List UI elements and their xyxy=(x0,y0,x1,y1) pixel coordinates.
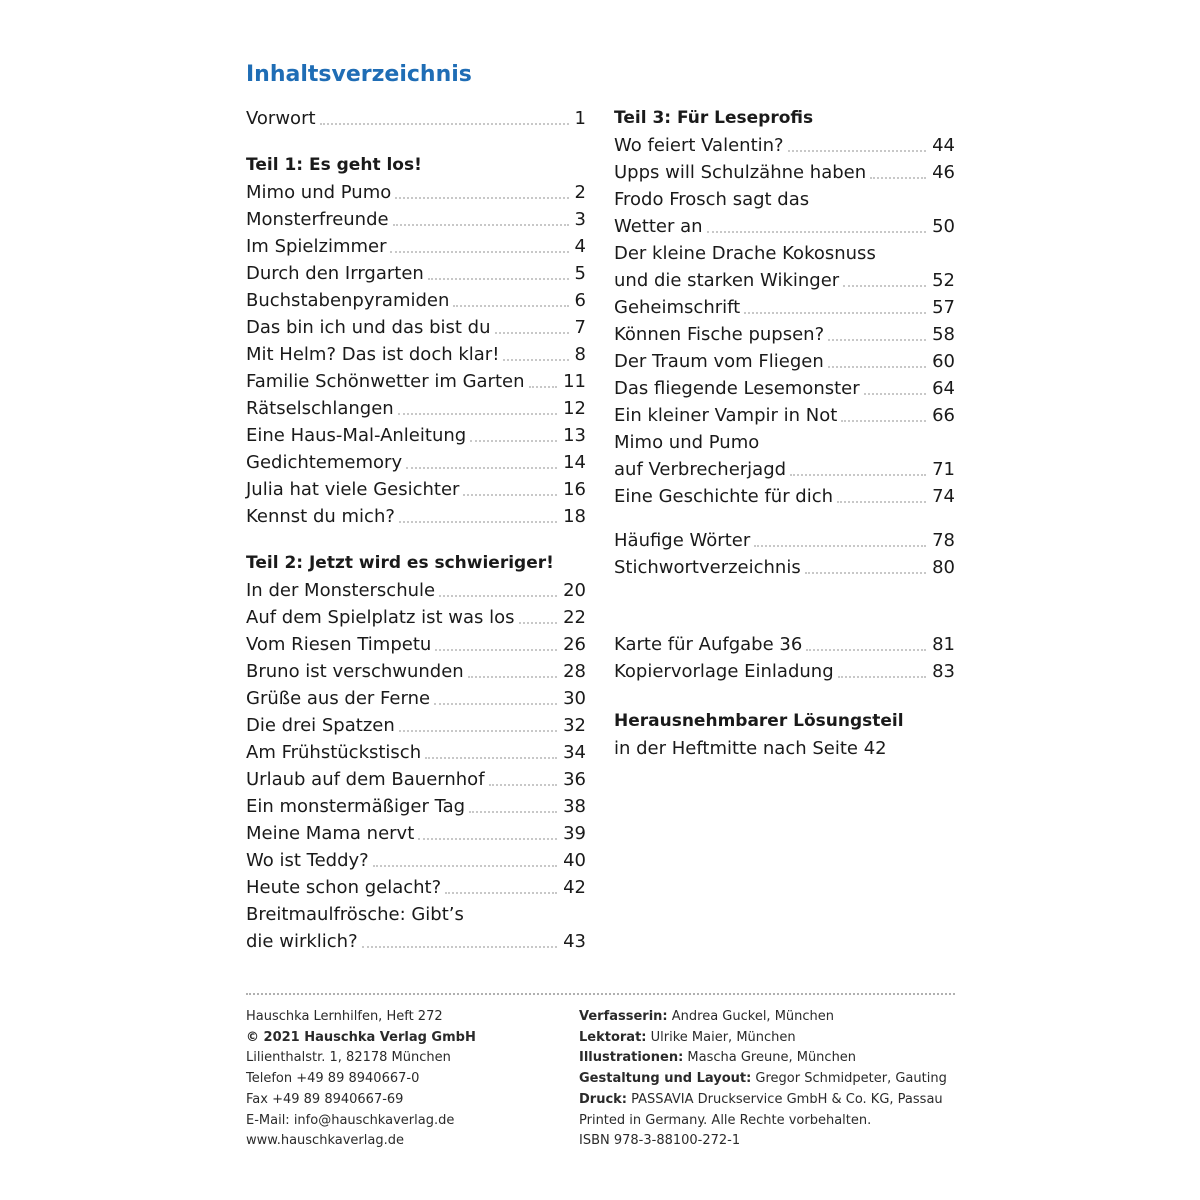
toc-entry[interactable] xyxy=(614,132,955,159)
imprint-line xyxy=(579,1131,959,1152)
dot-leader xyxy=(841,420,926,422)
toc-entry-title: Julia hat viele Gesichter xyxy=(246,479,460,500)
toc-entry-page: 26 xyxy=(563,634,586,655)
toc-entry[interactable] xyxy=(246,739,586,766)
toc-entry-page: 8 xyxy=(574,344,586,365)
toc-entry-page: 34 xyxy=(563,742,586,763)
toc-entry-title: Durch den Irrgarten xyxy=(246,263,424,284)
toc-entry-breitmaulfroesche[interactable] xyxy=(246,928,586,955)
toc-entry-page: 3 xyxy=(574,209,586,230)
toc-entry[interactable] xyxy=(614,658,955,685)
toc-entry-title: Gedichtememory xyxy=(246,452,403,473)
toc-list-appendix xyxy=(614,631,955,685)
dot-leader xyxy=(399,521,557,523)
toc-list-teil3-a xyxy=(614,132,955,186)
imprint-value: PASSAVIA Druckservice GmbH & Co. KG, Passau xyxy=(627,1091,943,1107)
dot-leader xyxy=(399,730,557,732)
dot-leader xyxy=(529,386,558,388)
toc-entry[interactable] xyxy=(246,712,586,739)
toc-entry-page: 42 xyxy=(563,877,586,898)
dot-leader xyxy=(320,123,569,125)
dot-leader xyxy=(418,838,557,840)
toc-entry-title: Die drei Spatzen xyxy=(246,715,395,736)
toc-entry-title: Ein kleiner Vampir in Not xyxy=(614,405,838,426)
toc-entry[interactable] xyxy=(246,449,586,476)
section-heading-teil2: Teil 2: Jetzt wird es schwieriger! xyxy=(246,553,554,573)
toc-entry-title: Familie Schönwetter im Garten xyxy=(246,371,525,392)
toc-entry[interactable] xyxy=(246,260,586,287)
toc-entry[interactable] xyxy=(246,422,586,449)
dot-leader xyxy=(395,197,568,199)
toc-entry[interactable] xyxy=(246,874,586,901)
toc-entry-title: Urlaub auf dem Bauernhof xyxy=(246,769,485,790)
toc-entry[interactable] xyxy=(614,527,955,554)
toc-entry[interactable] xyxy=(246,685,586,712)
toc-entry[interactable] xyxy=(614,402,955,429)
toc-entry-title: Ein monstermäßiger Tag xyxy=(246,796,466,817)
toc-entry-drache-kokosnuss[interactable] xyxy=(614,267,955,294)
imprint-line: E-Mail: info@hauschkaverlag.de xyxy=(246,1112,455,1128)
imprint-line: Lilienthalstr. 1, 82178 München xyxy=(246,1050,451,1066)
toc-entry[interactable] xyxy=(614,375,955,402)
toc-entry-page: 52 xyxy=(932,270,955,291)
dot-leader xyxy=(837,501,926,503)
solution-note-text: in der Heftmitte nach Seite 42 xyxy=(614,738,887,759)
imprint-line: Hauschka Lernhilfen, Heft 272 xyxy=(246,1009,443,1024)
dot-leader xyxy=(390,251,568,253)
toc-entry-page: 64 xyxy=(932,378,955,399)
toc-entry[interactable] xyxy=(246,847,586,874)
toc-entry[interactable] xyxy=(246,766,586,793)
imprint-value: Ulrike Maier, München xyxy=(646,1029,796,1045)
imprint-label: Illustrationen: xyxy=(579,1050,684,1066)
toc-entry-page: 6 xyxy=(574,290,586,311)
toc-entry[interactable] xyxy=(246,341,586,368)
dot-leader xyxy=(503,359,568,361)
toc-entry[interactable] xyxy=(246,206,586,233)
dot-leader xyxy=(790,474,926,476)
toc-entry-vorwort[interactable] xyxy=(246,105,586,132)
toc-entry[interactable] xyxy=(614,321,955,348)
toc-entry[interactable] xyxy=(246,503,586,530)
toc-entry-page: 36 xyxy=(563,769,586,790)
toc-entry-title: Geheimschrift xyxy=(614,297,741,318)
toc-entry-title: Wo feiert Valentin? xyxy=(614,135,784,156)
dot-leader xyxy=(707,231,927,233)
toc-list-teil2 xyxy=(246,577,586,901)
toc-entry-page: 74 xyxy=(932,486,955,507)
toc-entry-title: Am Frühstückstisch xyxy=(246,742,422,763)
toc-entry[interactable] xyxy=(614,159,955,186)
toc-entry-page: 44 xyxy=(932,135,955,156)
toc-entry-page: 18 xyxy=(563,506,586,527)
imprint-publisher xyxy=(246,1007,566,1152)
toc-entry-page: 46 xyxy=(932,162,955,183)
dot-leader xyxy=(754,545,926,547)
toc-entry-title: Buchstabenpyramiden xyxy=(246,290,450,311)
imprint-line: Telefon +49 89 8940667-0 xyxy=(246,1071,420,1087)
solution-note-heading: Herausnehmbarer Lösungsteil xyxy=(614,711,904,731)
toc-entry-title: Mit Helm? Das ist doch klar! xyxy=(246,344,500,365)
dot-leader xyxy=(398,413,557,415)
dot-leader xyxy=(425,757,557,759)
toc-entry-title: Eine Haus-Mal-Anleitung xyxy=(246,425,467,446)
toc-entry-title: Heute schon gelacht? xyxy=(246,877,442,898)
toc-entry[interactable] xyxy=(614,631,955,658)
toc-entry-title: Stichwortverzeichnis xyxy=(614,557,801,578)
toc-entry-frodo-frosch[interactable] xyxy=(614,213,955,240)
dot-leader xyxy=(838,676,926,678)
imprint-line xyxy=(579,1048,959,1069)
toc-entry-page: 83 xyxy=(932,661,955,682)
dot-leader xyxy=(373,865,557,867)
toc-entry-title: Monsterfreunde xyxy=(246,209,389,230)
imprint-label: Gestaltung und Layout: xyxy=(579,1071,752,1087)
imprint-value: Mascha Greune, München xyxy=(683,1050,857,1066)
toc-entry-title-line1: Frodo Frosch sagt das xyxy=(614,189,810,210)
toc-entry-title-line1: Mimo und Pumo xyxy=(614,432,760,453)
toc-entry-page: 14 xyxy=(563,452,586,473)
toc-entry-title: Wo ist Teddy? xyxy=(246,850,369,871)
toc-entry-page: 71 xyxy=(932,459,955,480)
dot-leader xyxy=(468,676,557,678)
imprint-line xyxy=(579,1028,959,1049)
toc-entry-page: 5 xyxy=(574,263,586,284)
toc-entry-title: Kennst du mich? xyxy=(246,506,395,527)
dot-leader xyxy=(453,305,568,307)
toc-entry[interactable] xyxy=(614,554,955,581)
toc-entry-title: Vorwort xyxy=(246,108,316,129)
dot-leader xyxy=(744,312,926,314)
toc-entry[interactable] xyxy=(246,658,586,685)
toc-entry-title: In der Monsterschule xyxy=(246,580,436,601)
toc-entry[interactable] xyxy=(246,233,586,260)
toc-entry[interactable] xyxy=(246,820,586,847)
imprint-value: Printed in Germany. Alle Rechte vorbehalten. xyxy=(579,1112,872,1128)
toc-entry[interactable] xyxy=(246,368,586,395)
toc-entry-page: 12 xyxy=(563,398,586,419)
toc-entry-title-line1: Breitmaulfrösche: Gibt’s xyxy=(246,904,464,925)
toc-entry-title: und die starken Wikinger xyxy=(614,270,840,291)
dot-leader xyxy=(470,440,557,442)
toc-list-teil3-c xyxy=(614,483,955,510)
dot-leader xyxy=(445,892,557,894)
imprint-line: © 2021 Hauschka Verlag GmbH xyxy=(246,1029,476,1045)
dot-leader xyxy=(495,332,569,334)
dot-leader xyxy=(788,150,927,152)
dot-leader xyxy=(434,703,557,705)
imprint-value: Andrea Guckel, München xyxy=(667,1009,835,1024)
toc-entry-title: Bruno ist verschwunden xyxy=(246,661,464,682)
toc-entry-page: 39 xyxy=(563,823,586,844)
toc-entry-title: Der Traum vom Fliegen xyxy=(614,351,824,372)
imprint-value: Gregor Schmidpeter, Gauting xyxy=(751,1071,947,1087)
toc-entry-title: auf Verbrecherjagd xyxy=(614,459,787,480)
toc-entry-mimo-verbrecherjagd[interactable] xyxy=(614,456,955,483)
imprint-label: Verfasserin: xyxy=(579,1009,668,1024)
toc-entry-title: Eine Geschichte für dich xyxy=(614,486,834,507)
toc-entry-page: 78 xyxy=(932,530,955,551)
toc-entry-title: Grüße aus der Ferne xyxy=(246,688,431,709)
section-heading-teil3: Teil 3: Für Leseprofis xyxy=(614,108,814,128)
toc-entry-title: Das fliegende Lesemonster xyxy=(614,378,860,399)
toc-entry-page: 66 xyxy=(932,405,955,426)
dot-leader xyxy=(393,224,569,226)
toc-entry-page: 50 xyxy=(932,216,955,237)
toc-entry-page: 28 xyxy=(563,661,586,682)
toc-entry-title: Im Spielzimmer xyxy=(246,236,387,257)
toc-entry-page: 30 xyxy=(563,688,586,709)
toc-entry[interactable] xyxy=(246,314,586,341)
toc-entry-page: 11 xyxy=(563,371,586,392)
toc-entry-page: 40 xyxy=(563,850,586,871)
toc-entry-page: 57 xyxy=(932,297,955,318)
section-heading-teil1: Teil 1: Es geht los! xyxy=(246,155,422,175)
dot-leader xyxy=(843,285,926,287)
imprint-line: Fax +49 89 8940667-69 xyxy=(246,1091,404,1107)
toc-list-teil3-b xyxy=(614,294,955,429)
toc-entry[interactable] xyxy=(246,604,586,631)
imprint-line xyxy=(579,1007,959,1028)
toc-entry-page: 81 xyxy=(932,634,955,655)
toc-entry-page: 13 xyxy=(563,425,586,446)
toc-entry-title: Das bin ich und das bist du xyxy=(246,317,491,338)
toc-entry-page: 38 xyxy=(563,796,586,817)
toc-entry-title: Auf dem Spielplatz ist was los xyxy=(246,607,515,628)
page-title: Inhaltsverzeichnis xyxy=(246,62,472,87)
imprint-line: www.hauschkaverlag.de xyxy=(246,1133,404,1149)
toc-entry[interactable] xyxy=(246,577,586,604)
dot-leader xyxy=(806,649,926,651)
toc-entry[interactable] xyxy=(614,483,955,510)
toc-entry-title: die wirklich? xyxy=(246,931,358,952)
footer-divider xyxy=(246,993,955,995)
imprint-credits xyxy=(579,1007,959,1152)
toc-entry[interactable] xyxy=(246,395,586,422)
imprint-value: ISBN 978-3-88100-272-1 xyxy=(579,1133,741,1149)
toc-entry[interactable] xyxy=(246,793,586,820)
toc-entry-page: 16 xyxy=(563,479,586,500)
dot-leader xyxy=(428,278,569,280)
toc-entry[interactable] xyxy=(614,294,955,321)
dot-leader xyxy=(489,784,558,786)
imprint-line xyxy=(579,1090,959,1111)
toc-entry-page: 43 xyxy=(563,931,586,952)
toc-entry[interactable] xyxy=(614,348,955,375)
toc-entry[interactable] xyxy=(246,179,586,206)
toc-list-teil1 xyxy=(246,179,586,530)
dot-leader xyxy=(406,467,557,469)
toc-entry-page: 7 xyxy=(574,317,586,338)
toc-entry[interactable] xyxy=(246,631,586,658)
toc-entry-title: Rätselschlangen xyxy=(246,398,394,419)
toc-entry-title: Upps will Schulzähne haben xyxy=(614,162,867,183)
toc-entry[interactable] xyxy=(246,287,586,314)
dot-leader xyxy=(864,393,926,395)
toc-list-extras xyxy=(614,527,955,581)
toc-entry-title: Mimo und Pumo xyxy=(246,182,392,203)
toc-entry-title: Meine Mama nervt xyxy=(246,823,415,844)
dot-leader xyxy=(805,572,926,574)
dot-leader xyxy=(463,494,557,496)
toc-entry-page: 2 xyxy=(574,182,586,203)
toc-entry-title: Kopiervorlage Einladung xyxy=(614,661,834,682)
toc-entry-page: 60 xyxy=(932,351,955,372)
toc-entry-title: Können Fische pupsen? xyxy=(614,324,825,345)
imprint-label: Lektorat: xyxy=(579,1029,647,1045)
toc-left-column xyxy=(246,105,586,955)
imprint-line xyxy=(579,1069,959,1090)
dot-leader xyxy=(828,339,926,341)
toc-right-column xyxy=(614,105,955,762)
dot-leader xyxy=(519,622,558,624)
toc-entry-title: Häufige Wörter xyxy=(614,530,751,551)
toc-entry-title-line1: Der kleine Drache Kokosnuss xyxy=(614,243,876,264)
toc-entry-page: 80 xyxy=(932,557,955,578)
dot-leader xyxy=(469,811,557,813)
toc-entry-title: Wetter an xyxy=(614,216,703,237)
toc-entry-page: 58 xyxy=(932,324,955,345)
toc-entry-page: 20 xyxy=(563,580,586,601)
toc-entry-page: 32 xyxy=(563,715,586,736)
dot-leader xyxy=(870,177,926,179)
imprint-line xyxy=(579,1111,959,1132)
toc-entry-page: 1 xyxy=(574,108,586,129)
dot-leader xyxy=(828,366,926,368)
dot-leader xyxy=(435,649,557,651)
toc-entry-page: 4 xyxy=(574,236,586,257)
dot-leader xyxy=(362,946,557,948)
toc-entry-title: Vom Riesen Timpetu xyxy=(246,634,432,655)
toc-entry-title: Karte für Aufgabe 36 xyxy=(614,634,803,655)
toc-entry[interactable] xyxy=(246,476,586,503)
imprint-label: Druck: xyxy=(579,1091,628,1107)
dot-leader xyxy=(439,595,557,597)
toc-entry-page: 22 xyxy=(563,607,586,628)
